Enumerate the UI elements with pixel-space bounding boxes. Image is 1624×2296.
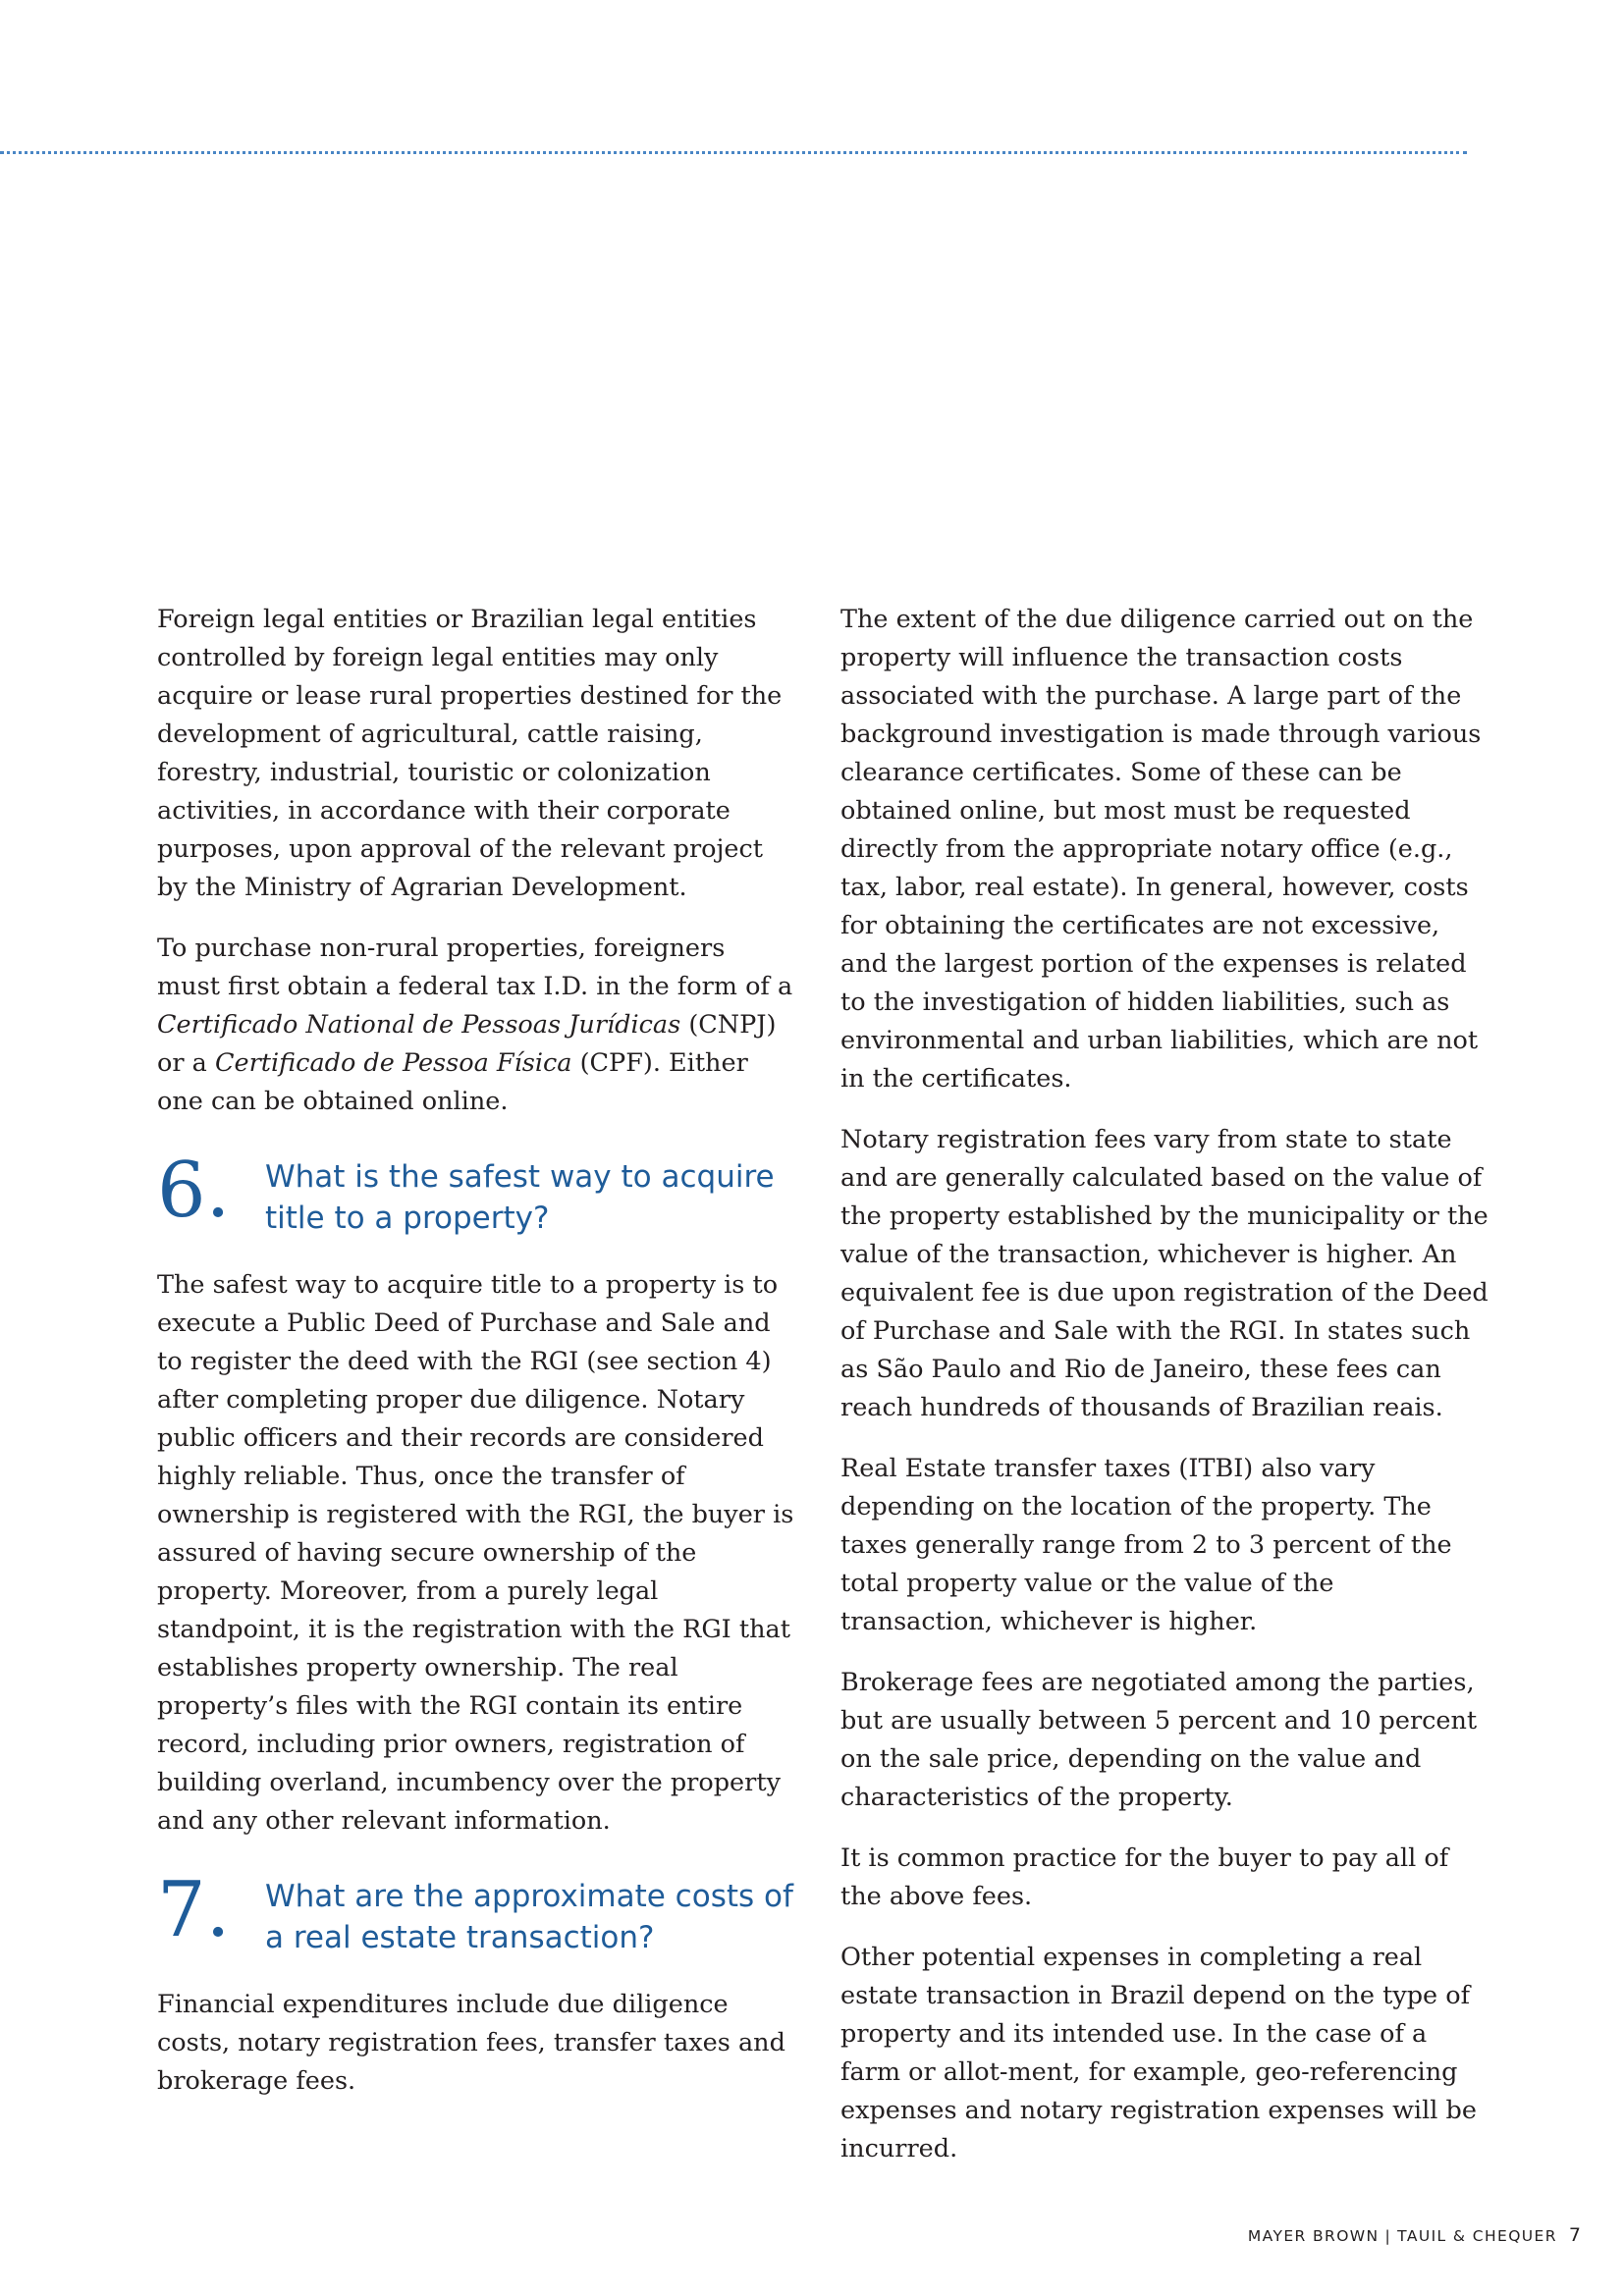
section-title: What are the approximate costs of a real estate transaction? [265,1879,793,1955]
paragraph-brokerage-fees: Brokerage fees are negotiated among the parties, but are usually between 5 percent and 10 percent on the sale price, depending on the value and characteristics of the property. [840,1668,1478,1812]
text-run: To purchase non-rural properties, foreigners must first obtain a federal tax I.D. in the form of a [157,934,793,1001]
section-6-heading [157,1147,795,1239]
firm-name-mayer-brown: MAYER BROWN [1247,2227,1380,2245]
paragraph-transfer-taxes: Real Estate transfer taxes (ITBI) also vary depending on the location of the property. The taxes generally range from 2 to 3 percent of the total property value or the value of the transaction, whichever is higher. [840,1454,1452,1636]
right-column [840,601,1489,2191]
section-7-heading [157,1866,795,1958]
page-number: 7 [1568,2224,1581,2246]
paragraph-common-practice: It is common practice for the buyer to pay all of the above fees. [840,1843,1449,1911]
paragraph-other-expenses: Other potential expenses in completing a real estate transaction in Brazil depend on the type of property and its intended use. In the case of a farm or allot-ment, for example, geo-referencing expenses and notary registration expenses will be incurred. [840,1943,1477,2163]
paragraph-due-diligence: The extent of the due diligence carried out on the property will influence the transaction costs associated with the purchase. A large part of the background investigation is made through various clearance certificates. Some of these can be obtained online, but most must be requested directly from the appropriate notary office (e.g., tax, labor, real estate). In general, however, costs for obtaining the certificates are not excessive, and the largest portion of the expenses is related to the investigation of hidden liabilities, such as environmental and urban liabilities, which are not in the certificates. [840,605,1482,1094]
paragraph-expenditures: Financial expenditures include due diligence costs, notary registration fees, transfer taxes and brokerage fees. [157,1990,785,2096]
left-column [157,601,795,2123]
text-run: (CNPJ) or a [157,1010,777,1078]
footer-separator: | [1384,2227,1392,2245]
italic-term-cpf: Certificado de Pessoa Física [214,1048,572,1078]
page-footer [1248,2224,1581,2246]
paragraph-non-rural [157,930,795,1121]
paragraph-notary-fees: Notary registration fees vary from state to state and are generally calculated based on the value of the property established by the municipality or the value of the transaction, whichever is higher. An equivalent fee is due upon registration of the Deed of Purchase and Sale with the RGI. In states such as São Paulo and Rio de Janeiro, these fees can reach hundreds of thousands of Brazilian reais. [840,1125,1489,1422]
dotted-rule [0,151,1467,154]
section-number: 7. [157,1866,231,1954]
paragraph-foreign-entities: Foreign legal entities or Brazilian legal entities controlled by foreign legal entities may only acquire or lease rural properties destined for the development of agricultural, cattle raising, forestry, industrial, touristic or colonization activities, in accordance with their corporate purposes, upon approval of the relevant project by the Ministry of Agrarian Development. [157,605,783,902]
paragraph-safest-way: The safest way to acquire title to a property is to execute a Public Deed of Purchase and Sale and to register the deed with the RGI (see section 4) after completing proper due diligence. Notary public officers and their records are considered highly reliable. Thus, once the transfer of ownership is registered with the RGI, the buyer is assured of having secure ownership of the property. Moreover, from a purely legal standpoint, it is the registration with the RGI that establishes property ownership. The real property’s files with the RGI contain its entire record, including prior owners, registration of building overland, incumbency over the property and any other relevant information. [157,1270,794,1836]
section-title: What is the safest way to acquire title to a property? [265,1159,775,1236]
text-run: (CPF). Either one can be obtained online. [157,1048,748,1116]
section-number: 6. [157,1147,231,1235]
italic-term-cnpj: Certificado National de Pessoas Jurídicas [157,1010,681,1040]
firm-name-tauil-chequer: TAUIL & CHEQUER [1397,2227,1557,2245]
